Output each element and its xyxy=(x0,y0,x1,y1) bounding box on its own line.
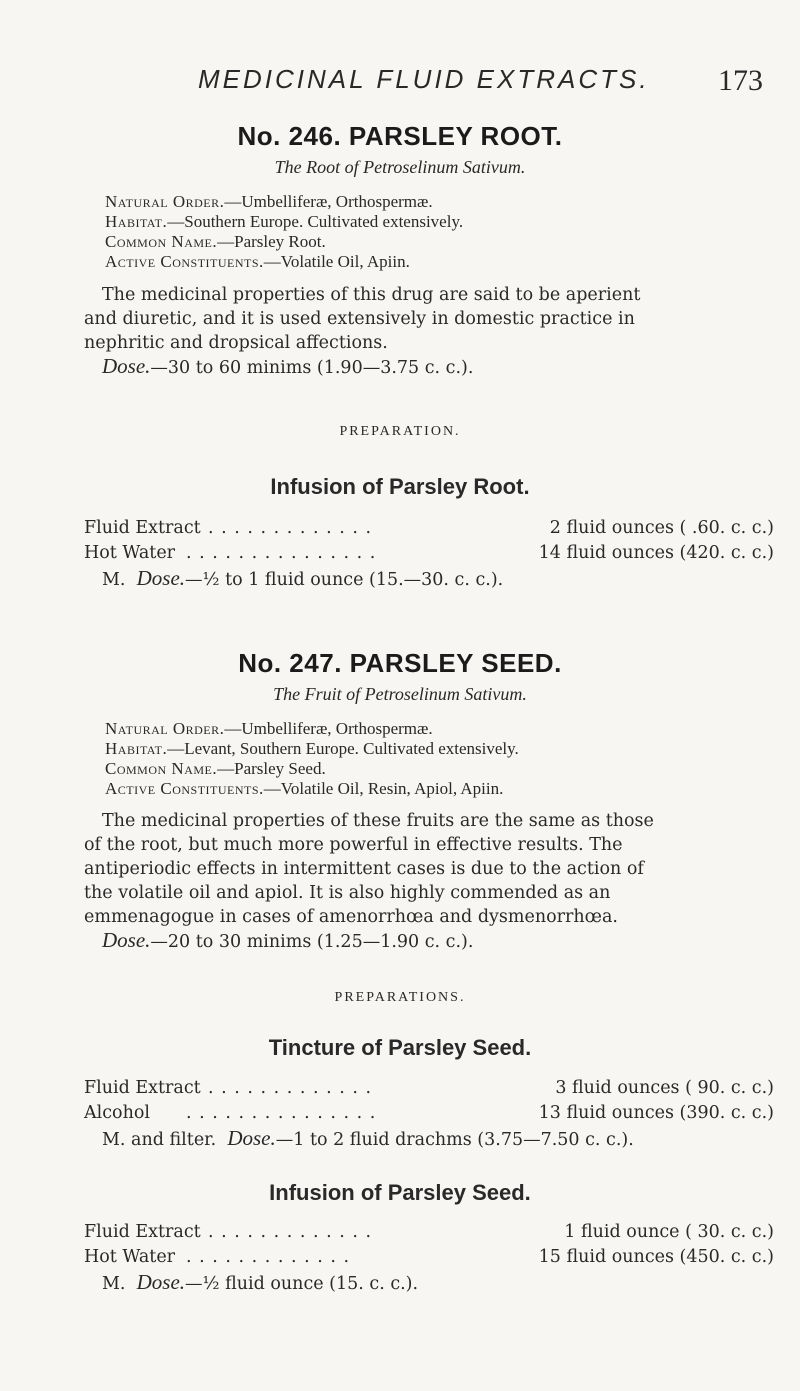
meta-value: —Umbelliferæ, Orthospermæ. xyxy=(224,719,433,738)
text-line: emmenagogue in cases of amenorrhœa and dysmenorrhœa. xyxy=(84,907,618,927)
meta-line xyxy=(105,252,785,272)
entry-247-subtitle: The Fruit of Petroselinum Sativum. xyxy=(273,684,527,704)
formula-note xyxy=(102,1270,792,1296)
leader-dots: . . . . . . . . . . . . . xyxy=(186,1247,351,1267)
meta-line xyxy=(105,212,785,232)
entry-246-description xyxy=(84,283,774,355)
ingredient-amount: 14 fluid ounces (420. c. c.) xyxy=(538,543,774,563)
formula-title-tincture-seed: Tincture of Parsley Seed. xyxy=(268,1035,532,1060)
entry-246-subtitle: The Root of Petroselinum Sativum. xyxy=(274,157,526,177)
dose-text: —30 to 60 minims (1.90—3.75 c. c.). xyxy=(150,358,474,378)
ingredient-name: Hot Water xyxy=(84,1247,176,1267)
dose-text: —1 to 2 fluid drachms (3.75—7.50 c. c.). xyxy=(275,1130,634,1150)
formula-note xyxy=(102,1126,792,1152)
dose-label: Dose. xyxy=(102,928,151,952)
ingredient-name: Fluid Extract xyxy=(84,518,201,538)
text-line: antiperiodic effects in intermittent cases is due to the action of xyxy=(84,859,644,879)
meta-label: Common Name. xyxy=(105,759,218,778)
ingredient-amount: 2 fluid ounces ( .60. c. c.) xyxy=(549,518,774,538)
dose-label: Dose. xyxy=(227,1126,276,1150)
meta-line xyxy=(105,192,785,212)
leader-dots: . . . . . . . . . . . . . xyxy=(208,1078,373,1098)
leader-dots: . . . . . . . . . . . . . xyxy=(208,1222,373,1242)
meta-label: Active Constituents. xyxy=(105,252,264,271)
formula-row xyxy=(84,1219,774,1245)
entry-247-description xyxy=(84,809,774,929)
formula-row xyxy=(84,1244,774,1270)
formula-title-infusion-root: Infusion of Parsley Root. xyxy=(270,474,530,499)
ingredient-amount: 13 fluid ounces (390. c. c.) xyxy=(538,1103,774,1123)
meta-label: Natural Order. xyxy=(105,192,225,211)
meta-value: —Volatile Oil, Apiin. xyxy=(263,252,410,271)
formula-title-infusion-seed: Infusion of Parsley Seed. xyxy=(269,1180,531,1205)
dose-label: Dose. xyxy=(136,566,186,590)
mix-instruction: M. and filter. xyxy=(102,1130,217,1150)
formula-note xyxy=(102,566,792,592)
meta-value: —Levant, Southern Europe. Cultivated extensively. xyxy=(167,739,519,758)
ingredient-name: Fluid Extract xyxy=(84,1222,201,1242)
entry-247-meta xyxy=(105,719,785,799)
formula-row xyxy=(84,515,774,541)
meta-value: —Umbelliferæ, Orthospermæ. xyxy=(224,192,433,211)
running-head-title: MEDICINAL FLUID EXTRACTS. xyxy=(198,64,650,94)
meta-label: Active Constituents. xyxy=(105,779,264,798)
meta-value: —Parsley Seed. xyxy=(217,759,326,778)
meta-label: Habitat. xyxy=(105,212,168,231)
ingredient-name: Alcohol xyxy=(84,1103,150,1123)
text-line: the volatile oil and apiol. It is also highly commended as an xyxy=(84,883,611,903)
text-line: The medicinal properties of these fruits are the same as those xyxy=(102,811,654,831)
meta-label: Habitat. xyxy=(105,739,168,758)
meta-line xyxy=(105,759,785,779)
leader-dots: . . . . . . . . . . . . . xyxy=(208,518,373,538)
leader-dots: . . . . . . . . . . . . . . . xyxy=(186,1103,377,1123)
ingredient-name: Fluid Extract xyxy=(84,1078,201,1098)
meta-value: —Southern Europe. Cultivated extensively. xyxy=(167,212,464,231)
text-line: nephritic and dropsical affections. xyxy=(84,333,388,353)
dose-text: —20 to 30 minims (1.25—1.90 c. c.). xyxy=(150,932,474,952)
ingredient-amount: 1 fluid ounce ( 30. c. c.) xyxy=(564,1222,774,1242)
formula-row xyxy=(84,1100,774,1126)
ingredient-amount: 15 fluid ounces (450. c. c.) xyxy=(538,1247,774,1267)
formula-row xyxy=(84,540,774,566)
formula-row xyxy=(84,1075,774,1101)
dose-label: Dose. xyxy=(136,1270,186,1294)
mix-instruction: M. xyxy=(102,570,126,590)
entry-247-dose xyxy=(102,928,782,954)
ingredient-amount: 3 fluid ounces ( 90. c. c.) xyxy=(555,1078,774,1098)
ingredient-name: Hot Water xyxy=(84,543,176,563)
entry-246-heading: No. 246. PARSLEY ROOT. xyxy=(237,121,563,151)
meta-value: —Parsley Root. xyxy=(217,232,326,251)
meta-line xyxy=(105,779,785,799)
text-line: The medicinal properties of this drug are said to be aperient xyxy=(102,285,641,305)
dose-text: —½ fluid ounce (15. c. c.). xyxy=(185,1274,419,1294)
meta-line xyxy=(105,739,785,759)
mix-instruction: M. xyxy=(102,1274,126,1294)
meta-line xyxy=(105,719,785,739)
meta-line xyxy=(105,232,785,252)
meta-label: Natural Order. xyxy=(105,719,225,738)
entry-247-preparation-label: PREPARATIONS. xyxy=(334,990,466,1005)
leader-dots: . . . . . . . . . . . . . . . xyxy=(186,543,377,563)
meta-value: —Volatile Oil, Resin, Apiol, Apiin. xyxy=(263,779,504,798)
text-line: of the root, but much more powerful in effective results. The xyxy=(84,835,623,855)
entry-247-heading: No. 247. PARSLEY SEED. xyxy=(238,648,562,678)
dose-text: —½ to 1 fluid ounce (15.—30. c. c.). xyxy=(185,570,504,590)
meta-label: Common Name. xyxy=(105,232,218,251)
running-head xyxy=(198,64,763,104)
text-line: and diuretic, and it is used extensively in domestic practice in xyxy=(84,309,635,329)
entry-246-preparation-label: PREPARATION. xyxy=(339,424,461,439)
dose-label: Dose. xyxy=(102,354,151,378)
page-number: 173 xyxy=(718,64,763,97)
entry-246-meta xyxy=(105,192,785,272)
entry-246-dose xyxy=(102,354,782,380)
